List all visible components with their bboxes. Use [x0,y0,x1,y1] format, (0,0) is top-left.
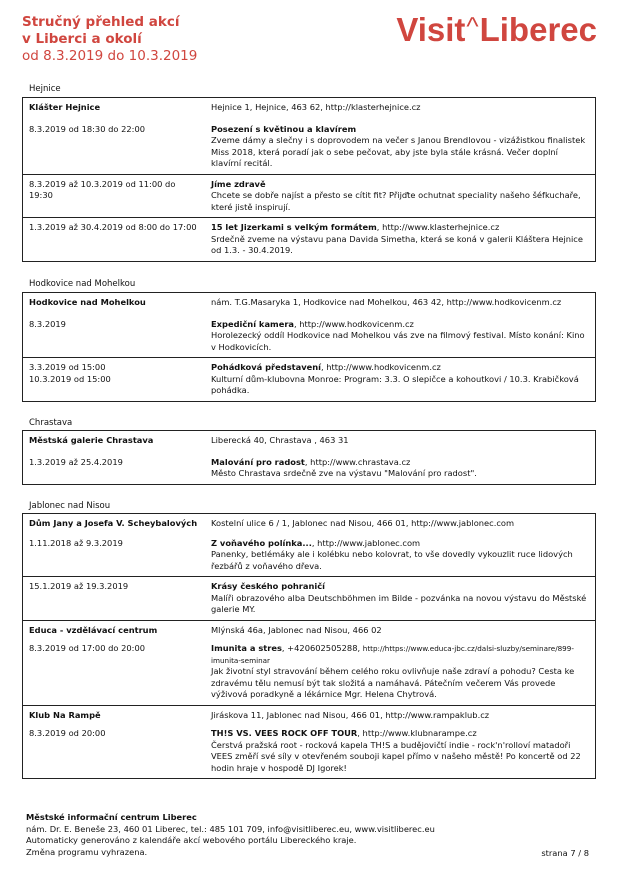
venue-name: Dům Jany a Josefa V. Scheybalových [29,518,198,528]
header-title-line1: Stručný přehled akcí [22,14,180,30]
venue-address: Hejnice 1, Hejnice, 463 62, http://klasterhejnice.cz [211,102,421,112]
venue-address: Liberecká 40, Chrastava , 463 31 [211,435,349,445]
event-date: 8.3.2019 až 10.3.2019 od 11:00 do 19:30 [23,174,206,218]
event-date-2: 10.3.2019 od 15:00 [29,373,111,384]
header-title-line2: v Liberci a okolí [22,31,142,47]
logo-text-liberec: Liberec [479,11,597,48]
event-date: 1.3.2019 až 25.4.2019 [29,456,123,467]
event-date: 8.3.2019 od 20:00 [29,728,106,738]
venue-address: Kostelní ulice 6 / 1, Jablonec nad Nisou, 466 01, http://www.jablonec.com [211,518,515,528]
venue-name: Městská galerie Chrastava [29,435,154,445]
event-description: Čerstvá pražská root - rocková kapela TH!S a budějovičtí indie - rock'n'rolloví matadoři VEES změří své síly v otevřeném souboji kapel přímo v našeho městě! Po koncertě od 22 hodin hraje v hospodě DJ Igorek! [211,739,581,773]
event-title: Z voňavého polínka... [211,537,312,548]
event-title: Krásy českého pohraničí [211,581,326,591]
venue-row [23,293,596,313]
event-row [23,358,596,402]
event-description: Chcete se dobře najíst a přesto se cítit fit? Přijďte ochutnat speciality našeho šéfkuchaře, které jistě inspirují. [211,190,581,212]
event-title: Jíme zdravě [211,178,266,189]
section-table-hodkovice [22,292,596,402]
venue-name: Hodkovice nad Mohelkou [29,297,146,307]
event-date: 8.3.2019 od 17:00 do 20:00 [29,643,146,653]
logo-text-visit: Visit [396,11,466,48]
footer-change-note: Změna programu vyhrazena. [26,846,148,857]
section-table-chrastava [22,430,596,485]
event-title: Expediční kamera [211,318,295,329]
section-title-chrastava: Chrastava [29,418,73,428]
venue-row [23,620,596,640]
event-link[interactable]: , http://www.chrastava.cz [304,456,411,467]
event-row [23,534,596,577]
event-date: 8.3.2019 [29,318,66,329]
event-contact: , +420602505288, [281,643,363,653]
venue-row [23,98,596,118]
event-title: Posezení s květinou a klavírem [211,123,357,134]
footer-address: nám. Dr. E. Beneše 23, 460 01 Liberec, tel.: 485 101 709, info@visitliberec.eu, www.visitliberec.eu [26,823,435,834]
venue-row [23,431,596,451]
event-description: Srdečně zveme na výstavu pana Davida Simetha, která se koná v galerii Kláštera Hejnice od 1.3. - 30.4.2019. [211,233,583,255]
section-title-hodkovice: Hodkovice nad Mohelkou [29,279,136,289]
section-title-jablonec: Jablonec nad Nisou [29,501,111,511]
venue-name: Klub Na Rampě [23,705,206,725]
venue-address: Jiráskova 11, Jablonec nad Nisou, 466 01, http://www.rampaklub.cz [205,705,596,725]
event-link[interactable]: , http://www.jablonec.com [311,537,421,548]
event-link[interactable]: , http://www.hodkovicenm.cz [294,318,414,329]
event-date: 1.3.2019 až 30.4.2019 od 8:00 do 17:00 [23,218,206,262]
venue-row [23,705,596,725]
event-row [23,174,596,218]
event-row [23,218,596,262]
event-description: Kulturní dům-klubovna Monroe: Program: 3.3. O slepičce a kohoutkovi / 10.3. Krabičková pohádka. [211,373,579,395]
section-table-hejnice [22,97,596,262]
logo-caret: ^ [466,11,479,41]
footer-auto-note: Automaticky generováno z kalendáře akcí webového portálu Libereckého kraje. [26,835,357,845]
event-description: Malíři obrazového alba Deutschböhmen im Bilde - pozvánka na novou výstavu do Městské galerie MY. [211,592,587,614]
event-row [23,725,596,779]
event-link[interactable]: http://https://www.educa-jbc.cz/dalsi-sluzby/seminare/899-imunita-seminar [211,644,574,665]
event-row [23,640,596,705]
event-description: Zveme dámy a slečny i s doprovodem na večer s Janou Brendlovou - vizážistkou finalistek Miss 2018, která poradí jak o sebe pečovat, aby jste byla stále krásná. Večer doplní klavírní recitál. [211,135,586,168]
event-description: Panenky, betlémáky ale i kolébku nebo kolovrat, to vše dovedly vykouzlit ruce lidových řezbářů z voňavého dřeva. [211,549,573,571]
venue-address: Mlýnská 46a, Jablonec nad Nisou, 466 02 [205,620,596,640]
event-date: 3.3.2019 od 15:00 [29,362,106,372]
event-row [23,118,596,175]
event-description: Jak životní styl stravování během celého roku ovlivňuje naše zdraví a pohodu? Cesta ke zdravému tělu nemusí být tak složitá a namáhavá. Pátečním večerem Vás provede výživová poradkyně a lékárnice Mgr. Helena Chytrová. [211,666,575,699]
document-header [22,14,322,65]
event-date: 1.11.2018 až 9.3.2019 [29,537,123,548]
event-title: TH!S VS. VEES ROCK OFF TOUR [211,728,358,738]
event-title: Imunita a stres [211,643,282,653]
footer-org: Městské informační centrum Liberec [26,812,197,822]
event-title: 15 let Jizerkami s velkým formátem [211,222,377,232]
venue-name: Educa - vzdělávací centrum [23,620,206,640]
event-row [23,313,596,358]
event-title: Malování pro radost [211,456,305,467]
event-title: Pohádková představení [211,362,322,372]
venue-address: nám. T.G.Masaryka 1, Hodkovice nad Mohelkou, 463 42, http://www.hodkovicenm.cz [211,297,562,307]
event-date: 8.3.2019 od 18:30 do 22:00 [29,123,146,134]
section-title-hejnice: Hejnice [29,84,61,94]
event-link[interactable]: , http://www.klasterhejnice.cz [376,222,500,232]
event-description: Město Chrastava srdečně zve na výstavu "Malování pro radost". [211,468,477,478]
venue-name: Klášter Hejnice [29,102,101,112]
event-row [23,451,596,485]
event-row [23,577,596,621]
event-date: 15.1.2019 až 19.3.2019 [23,577,206,621]
venue-row [23,514,596,534]
section-table-jablonec [22,513,596,779]
event-link[interactable]: , http://www.hodkovicenm.cz [321,362,441,372]
page-number: strana 7 / 8 [541,848,589,858]
visit-liberec-logo [396,10,597,52]
event-link[interactable]: , http://www.klubnarampe.cz [357,728,477,738]
header-date-range: od 8.3.2019 do 10.3.2019 [22,48,198,64]
document-footer [26,812,435,858]
event-description: Horolezecký oddíl Hodkovice nad Mohelkou vás zve na filmový festival. Místo konání: Kino v Hodkovicích. [211,330,585,352]
